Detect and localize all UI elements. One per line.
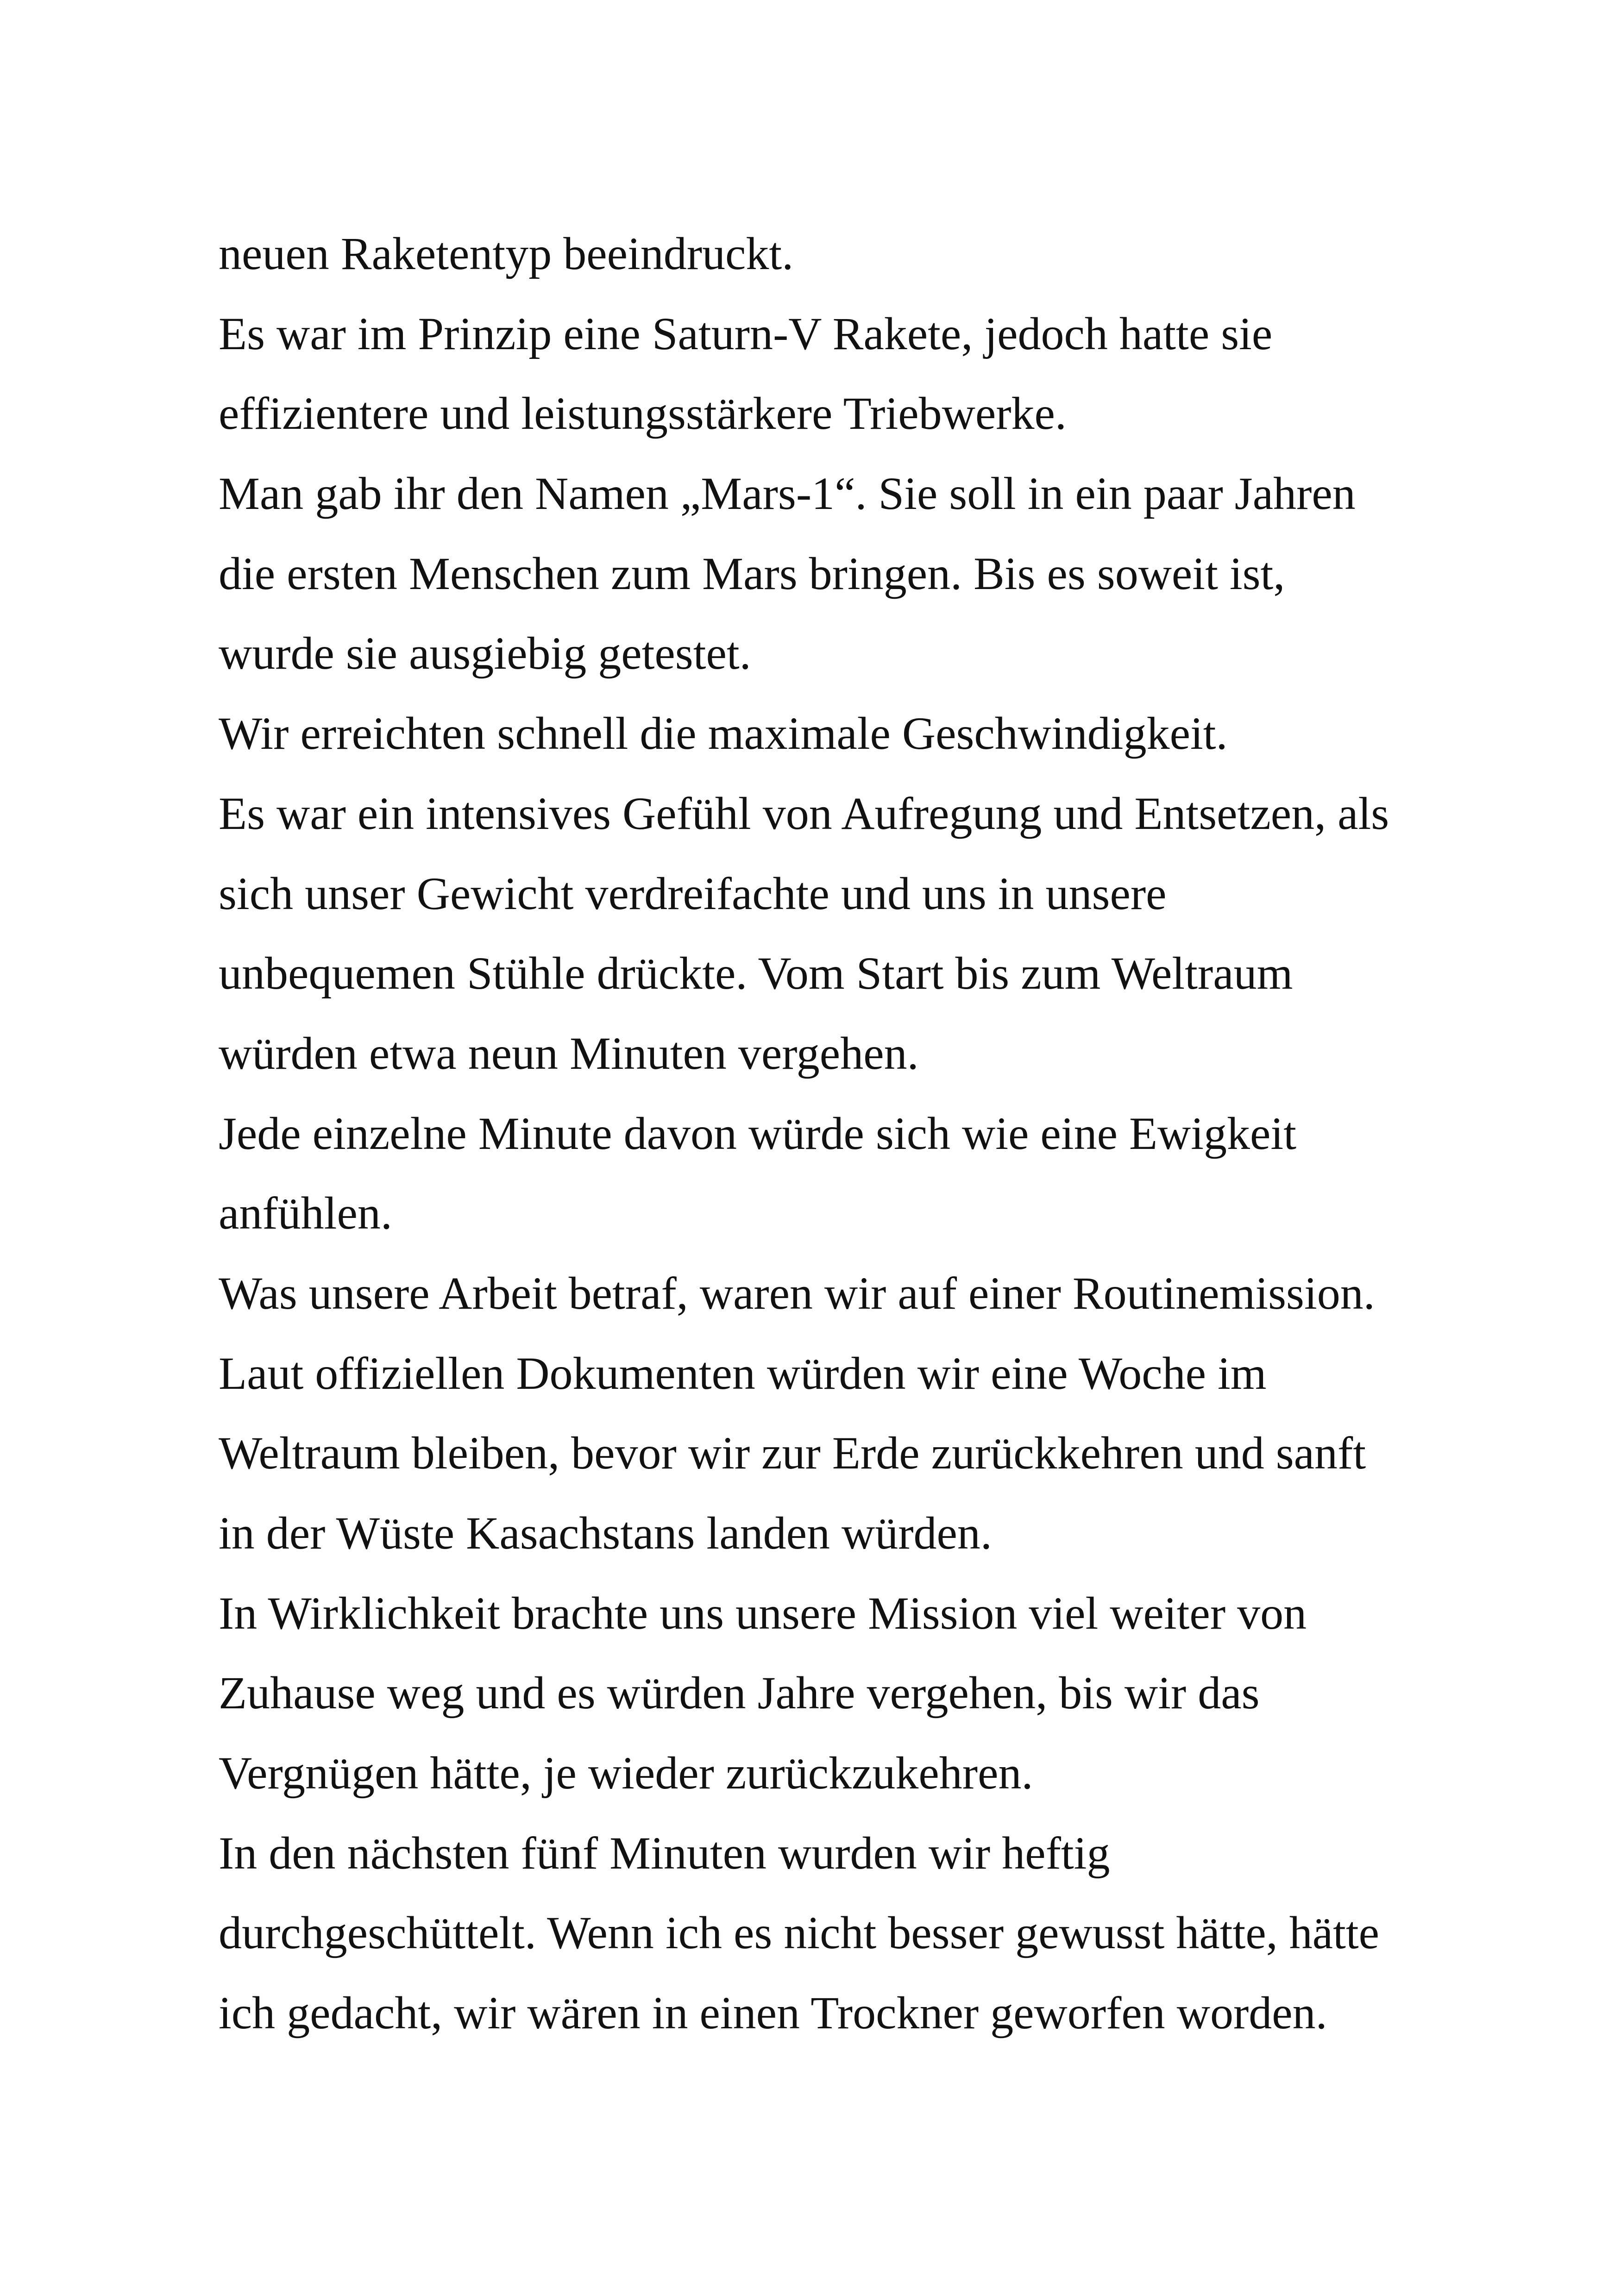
text-line: wurde sie ausgiebig getestet. xyxy=(219,627,751,679)
text-line: würden etwa neun Minuten vergehen. xyxy=(219,1027,919,1079)
text-line: effizientere und leistungsstärkere Triebwerke. xyxy=(219,388,1067,439)
text-line: Vergnügen hätte, je wieder zurückzukehren. xyxy=(219,1747,1033,1799)
text-line: anfühlen. xyxy=(219,1187,392,1239)
text-line: Es war im Prinzip eine Saturn-V Rakete, jedoch hatte sie xyxy=(219,307,1273,359)
text-line: Zuhause weg und es würden Jahre vergehen, bis wir das xyxy=(219,1667,1260,1719)
text-line: Jede einzelne Minute davon würde sich wie eine Ewigkeit xyxy=(219,1107,1297,1159)
text-line: Man gab ihr den Namen „Mars-1“. Sie soll in ein paar Jahren xyxy=(219,468,1356,520)
text-line: Laut offiziellen Dokumenten würden wir eine Woche im xyxy=(219,1347,1267,1399)
text-line: Was unsere Arbeit betraf, waren wir auf einer Routinemission. xyxy=(219,1267,1375,1319)
body-text xyxy=(219,214,1423,2053)
text-line: in der Wüste Kasachstans landen würden. xyxy=(219,1507,992,1559)
text-line: unbequemen Stühle drückte. Vom Start bis zum Weltraum xyxy=(219,947,1293,999)
text-line: In den nächsten fünf Minuten wurden wir heftig xyxy=(219,1827,1110,1879)
text-line: ich gedacht, wir wären in einen Trockner geworfen worden. xyxy=(219,1987,1327,2039)
text-line: sich unser Gewicht verdreifachte und uns in unsere xyxy=(219,867,1167,919)
text-line: In Wirklichkeit brachte uns unsere Mission viel weiter von xyxy=(219,1587,1307,1639)
text-line: Wir erreichten schnell die maximale Geschwindigkeit. xyxy=(219,708,1228,759)
text-line: neuen Raketentyp beeindruckt. xyxy=(219,228,794,279)
text-line: durchgeschüttelt. Wenn ich es nicht besser gewusst hätte, hätte xyxy=(219,1907,1380,1959)
text-line: Weltraum bleiben, bevor wir zur Erde zurückkehren und sanft xyxy=(219,1427,1366,1479)
text-line: Es war ein intensives Gefühl von Aufregung und Entsetzen, als xyxy=(219,787,1389,839)
text-line: die ersten Menschen zum Mars bringen. Bis es soweit ist, xyxy=(219,547,1285,599)
